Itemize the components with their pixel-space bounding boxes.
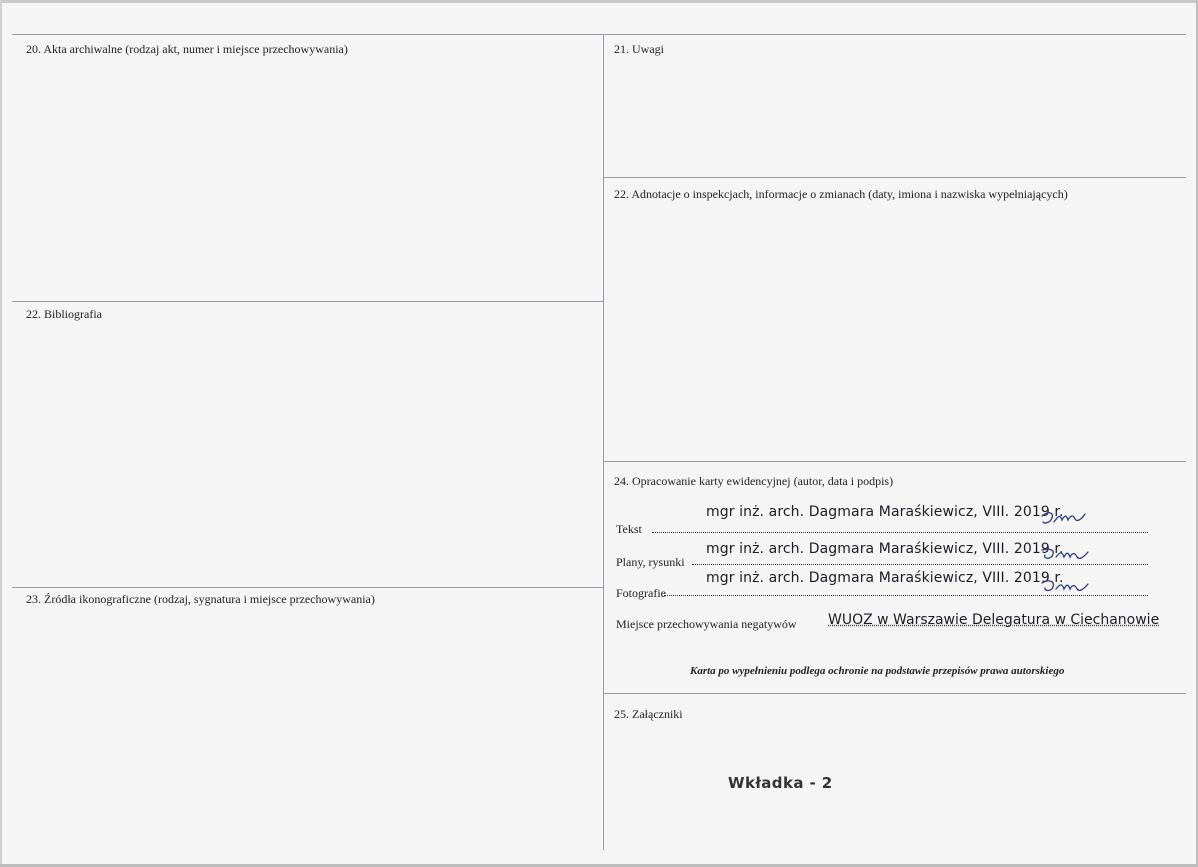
copyright-notice: Karta po wypełnieniu podlega ochronie na podstawie przepisów prawa autorskiego [690, 665, 1065, 677]
scan-edge-left [0, 0, 2, 867]
remarks-heading: 21. Uwagi [614, 42, 664, 56]
archival-records-heading: 20. Akta archiwalne (rodzaj akt, numer i miejsce przechowywania) [26, 42, 348, 56]
scan-edge-top [0, 0, 1198, 3]
rule-inspections-bottom [603, 461, 1186, 462]
rule-bibliography-bottom [12, 587, 603, 588]
plans-label: Plany, rysunki [616, 555, 685, 569]
card-preparation-heading: 24. Opracowanie karty ewidencyjnej (autor, data i podpis) [614, 474, 894, 488]
text-label: Tekst [616, 522, 642, 536]
negatives-location-value: WUOZ w Warszawie Delegatura w Ciechanowie [828, 612, 1160, 628]
attachments-heading: 25. Załączniki [614, 707, 683, 721]
bibliography-heading: 22. Bibliografia [26, 307, 102, 321]
signature-photos [1040, 576, 1090, 598]
top-rule [12, 34, 1186, 35]
plans-author-value: mgr inż. arch. Dagmara Maraśkiewicz, VIII. 2019 r. [706, 541, 1064, 557]
inspections-heading: 22. Adnotacje o inspekcjach, informacje o zmianach (daty, imiona i nazwiska wypełniających) [614, 187, 1068, 201]
column-divider [603, 34, 604, 850]
rule-preparation-bottom [603, 693, 1186, 694]
iconographic-sources-heading: 23. Źródła ikonograficzne (rodzaj, sygnatura i miejsce przechowywania) [26, 592, 375, 606]
photos-author-value: mgr inż. arch. Dagmara Maraśkiewicz, VIII. 2019 r. [706, 570, 1064, 586]
text-author-value: mgr inż. arch. Dagmara Maraśkiewicz, VIII. 2019 r. [706, 504, 1064, 520]
text-dotted-line [652, 532, 1148, 533]
photos-label: Fotografie [616, 586, 666, 600]
signature-plans [1040, 544, 1090, 566]
rule-archival-bottom [12, 301, 603, 302]
insert-label: Wkładka - 2 [728, 774, 833, 792]
rule-remarks-bottom [603, 177, 1186, 178]
signature-text [1040, 508, 1088, 530]
negatives-label: Miejsce przechowywania negatywów [616, 617, 797, 631]
